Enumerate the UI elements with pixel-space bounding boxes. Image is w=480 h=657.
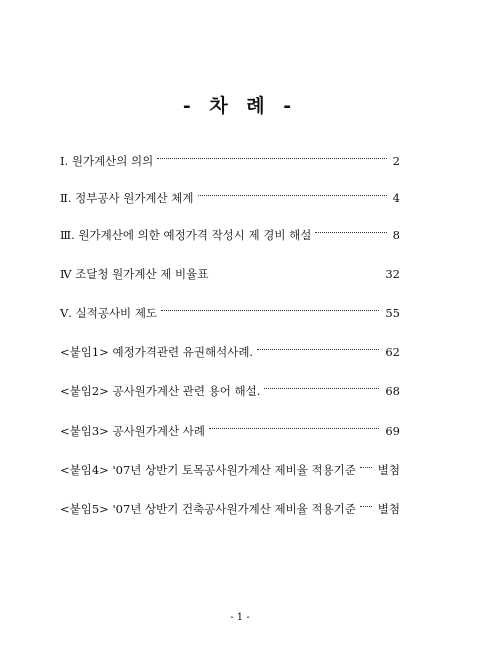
toc-entry-page: 4 — [392, 191, 400, 205]
toc-entry — [60, 258, 400, 281]
toc-entry-label: Ⅴ. 실적공사비 제도 — [60, 306, 158, 320]
toc-entry — [60, 182, 400, 205]
toc-entry-label: Ⅳ 조달청 원가계산 제 비율표 — [60, 267, 209, 281]
toc-entry — [60, 145, 400, 168]
toc-entry-page: 별첨 — [377, 502, 400, 516]
toc-entry-label: <붙임3> 공사원가계산 사례 — [60, 424, 205, 438]
page-title: - 차 례 - — [182, 95, 298, 117]
toc-entry — [60, 415, 400, 438]
toc-leader-dots — [264, 375, 379, 395]
toc-entry-label: Ⅱ. 정부공사 원가계산 체계 — [60, 191, 194, 205]
toc-entry — [60, 336, 400, 359]
toc-entry — [60, 493, 400, 516]
toc-entry — [60, 375, 400, 398]
toc-entry-page: 69 — [385, 424, 400, 438]
toc-entry — [60, 219, 400, 242]
toc-leader-dots — [161, 297, 379, 317]
toc-leader-dots — [157, 145, 386, 165]
toc-entry-label: Ⅲ. 원가계산에 의한 예정가격 작성시 제 경비 해설 — [60, 228, 312, 242]
toc-leader-dots — [360, 454, 372, 474]
toc-entry-label: <붙임5> '07년 상반기 건축공사원가계산 제비율 적용기준 — [60, 502, 356, 516]
toc-entry-page: 68 — [385, 384, 400, 398]
toc-entry-label: <붙임4> '07년 상반기 토목공사원가계산 제비율 적용기준 — [60, 463, 356, 477]
toc-entry — [60, 454, 400, 477]
toc-leader-dots — [209, 415, 379, 435]
toc-entry-label: <붙임1> 예정가격관련 유권해석사례. — [60, 345, 254, 359]
toc-leader-dots — [315, 219, 386, 239]
page-number: - 1 - — [230, 612, 250, 623]
toc-entry-page: 32 — [385, 267, 400, 281]
toc-leader-dots — [257, 336, 379, 356]
toc-entry-label: Ⅰ. 원가계산의 의의 — [60, 154, 154, 168]
toc-entry-page: 별첨 — [377, 463, 400, 477]
toc-entry-page: 55 — [385, 306, 400, 320]
toc-entry-page: 62 — [385, 345, 400, 359]
toc-entry — [60, 297, 400, 320]
toc-entry-label: <붙임2> 공사원가계산 관련 용어 해설. — [60, 384, 261, 398]
toc-entry-page: 8 — [392, 228, 400, 242]
toc-leader-dots — [198, 182, 387, 202]
toc-leader-dots — [360, 493, 372, 513]
toc-entry-page: 2 — [392, 154, 400, 168]
